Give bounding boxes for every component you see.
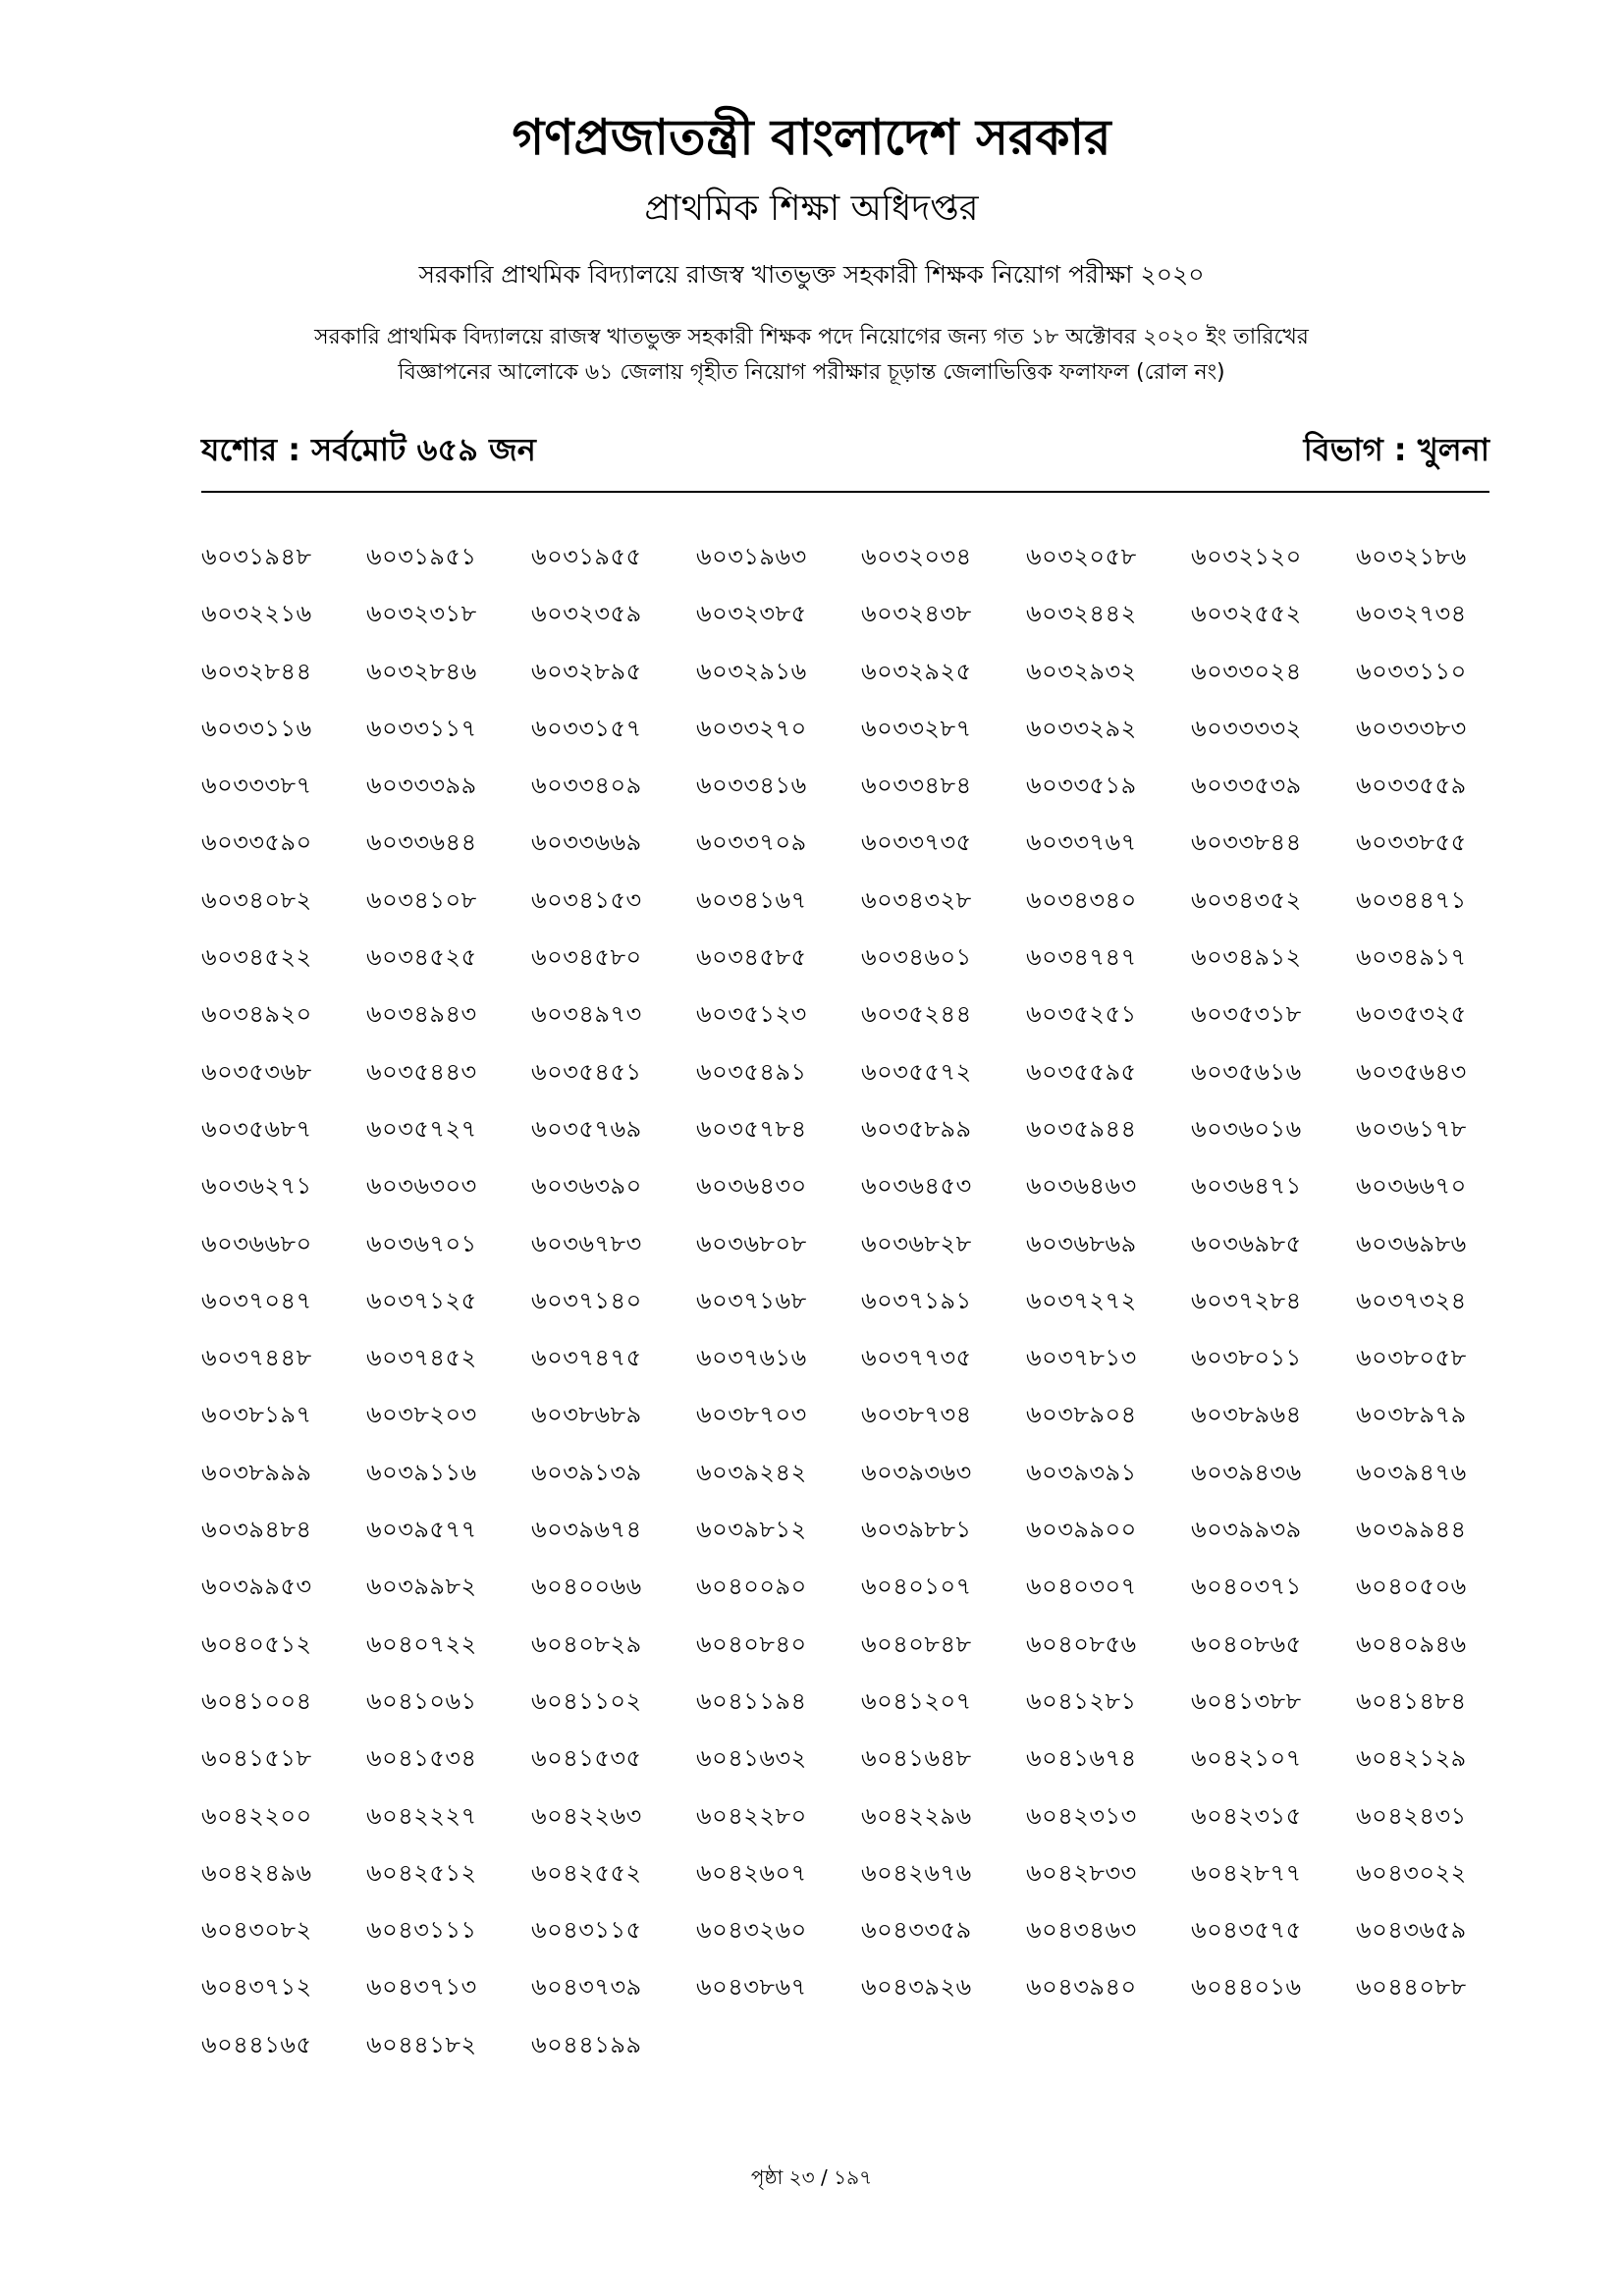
roll-number: ৬০৩৬৪৫৩ [861, 1172, 972, 1201]
roll-number: ৬০৪১০৬১ [366, 1686, 477, 1715]
roll-number: ৬০৪৩২৬০ [696, 1916, 807, 1945]
roll-number: ৬০৩৩৮৪৪ [1191, 828, 1302, 857]
roll-number: ৬০৩২৫৫২ [1191, 600, 1302, 628]
roll-number: ৬০৩৫২৪৪ [861, 1000, 972, 1029]
roll-number: ৬০৩৩৩৮৩ [1356, 714, 1467, 742]
roll-number: ৬০৩৯২৪২ [696, 1458, 807, 1486]
roll-number: ৬০৪১২৮১ [1026, 1686, 1137, 1715]
roll-number: ৬০৪৩১১৫ [531, 1916, 642, 1945]
roll-number: ৬০৪৩৩৫৯ [861, 1916, 972, 1945]
roll-number: ৬০৪২৬৭৬ [861, 1858, 972, 1887]
roll-number: ৬০৪২২৮০ [696, 1801, 807, 1830]
roll-number: ৬০৩৪০৮২ [201, 885, 312, 914]
roll-number: ৬০৩৩৩৯৯ [366, 772, 477, 800]
roll-number: ৬০৩৮০৫৮ [1356, 1344, 1467, 1372]
roll-number: ৬০৪০০৯০ [696, 1573, 807, 1601]
roll-number: ৬০৩৮৭৩৪ [861, 1401, 972, 1429]
roll-number: ৬০৪০৫০৬ [1356, 1573, 1467, 1601]
roll-number: ৬০৩৬৪৬৩ [1026, 1172, 1137, 1201]
roll-number: ৬০৩৫৫৯৫ [1026, 1057, 1137, 1086]
roll-number: ৬০৩৯৮১২ [696, 1516, 807, 1544]
roll-number: ৬০৪১৫৩৫ [531, 1744, 642, 1773]
roll-number: ৬০৩৩৫৩৯ [1191, 772, 1302, 800]
roll-number: ৬০৩২৪৩৮ [861, 600, 972, 628]
roll-number: ৬০৩৯৪৩৬ [1191, 1458, 1302, 1486]
roll-number: ৬০৪১৬৩২ [696, 1744, 807, 1773]
roll-number: ৬০৩৩৮৫৫ [1356, 828, 1467, 857]
roll-number: ৬০৩৬৬৭০ [1356, 1172, 1467, 1201]
roll-number: ৬০৪২১২৯ [1356, 1744, 1467, 1773]
roll-number: ৬০৩৫৭২৭ [366, 1114, 477, 1143]
roll-number: ৬০৩৯১৩৯ [531, 1458, 642, 1486]
roll-number: ৬০৩৫৯৪৪ [1026, 1114, 1137, 1143]
roll-number: ৬০৩২৮৯৫ [531, 657, 642, 685]
roll-number: ৬০৩৭০৪৭ [201, 1286, 312, 1314]
roll-number: ৬০৩৫৮৯৯ [861, 1114, 972, 1143]
document-title: গণপ্রজাতন্ত্রী বাংলাদেশ সরকার [512, 109, 1111, 166]
roll-number: ৬০৩৬৪৩০ [696, 1172, 807, 1201]
roll-number: ৬০৩২৩৮৫ [696, 600, 807, 628]
roll-number: ৬০৪২১০৭ [1191, 1744, 1302, 1773]
roll-number: ৬০৩৮৬৮৯ [531, 1401, 642, 1429]
roll-number: ৬০৩৭৪৫২ [366, 1344, 477, 1372]
roll-number: ৬০৩৭৩২৪ [1356, 1286, 1467, 1314]
roll-number: ৬০৩৯৩৬৩ [861, 1458, 972, 1486]
roll-number: ৬০৩২১২০ [1191, 543, 1302, 570]
roll-number: ৬০৩৫৪৯১ [696, 1057, 807, 1086]
roll-number: ৬০৩৬৩৯০ [531, 1172, 642, 1201]
roll-number: ৬০৩৬৯৮৬ [1356, 1229, 1467, 1257]
exam-name: সরকারি প্রাথমিক বিদ্যালয়ে রাজস্ব খাতভুক্ত সহকারী শিক্ষক নিয়োগ পরীক্ষা ২০২০ [418, 260, 1205, 289]
roll-number: ৬০৪৩৯৪০ [1026, 1973, 1137, 2002]
roll-number: ৬০৩৫১২৩ [696, 1000, 807, 1029]
roll-number: ৬০৪২৪৩১ [1356, 1801, 1467, 1830]
roll-number: ৬০৩৪৯২০ [201, 1000, 312, 1029]
roll-number: ৬০৩৯১১৬ [366, 1458, 477, 1486]
roll-number: ৬০৪৩৭১৩ [366, 1973, 477, 2002]
roll-number: ৬০৩৫৬১৬ [1191, 1057, 1302, 1086]
roll-number: ৬০৩৭৪৭৫ [531, 1344, 642, 1372]
roll-number: ৬০৪৪০৮৮ [1356, 1973, 1467, 2002]
roll-number: ৬০৪০৮৬৫ [1191, 1629, 1302, 1658]
roll-number: ৬০৪২৬০৭ [696, 1858, 807, 1887]
roll-number: ৬০৪২৪৯৬ [201, 1858, 312, 1887]
roll-number: ৬০৩৪৫২৫ [366, 943, 477, 972]
roll-number: ৬০৪৪১৯৯ [531, 2030, 642, 2058]
roll-number: ৬০৪০৫১২ [201, 1629, 312, 1658]
roll-number: ৬০৩৩৩৩২ [1191, 714, 1302, 742]
roll-number: ৬০৩৫৪৫১ [531, 1057, 642, 1086]
roll-number: ৬০৩৬৯৮৫ [1191, 1229, 1302, 1257]
header-divider [201, 491, 1489, 493]
roll-number: ৬০৩৮১৯৭ [201, 1401, 312, 1429]
roll-number: ৬০৪২৮৭৭ [1191, 1858, 1302, 1887]
roll-number: ৬০৩৩৪৮৪ [861, 772, 972, 800]
roll-number: ৬০৩৬২৭১ [201, 1172, 312, 1201]
roll-number: ৬০৩৪৪৭১ [1356, 885, 1467, 914]
roll-number: ৬০৩৪৫৮০ [531, 943, 642, 972]
roll-number: ৬০৩৭৭৩৫ [861, 1344, 972, 1372]
roll-number: ৬০৩২০৫৮ [1026, 543, 1137, 570]
roll-number: ৬০৪০৩৭১ [1191, 1573, 1302, 1601]
section-header [201, 426, 1489, 473]
roll-number: ৬০৩৮৯০৪ [1026, 1401, 1137, 1429]
roll-number: ৬০৩৪১৬৭ [696, 885, 807, 914]
roll-number: ৬০৩৩১৫৭ [531, 714, 642, 742]
division-label: বিভাগ : খুলনা [1303, 431, 1489, 468]
roll-number: ৬০৩২৯৩২ [1026, 657, 1137, 685]
roll-number: ৬০৪৩৫৭৫ [1191, 1916, 1302, 1945]
roll-number: ৬০৪১৫৩৪ [366, 1744, 477, 1773]
roll-number: ৬০৩৬৮৬৯ [1026, 1229, 1137, 1257]
roll-number: ৬০৪১৪৮৪ [1356, 1686, 1467, 1715]
roll-number: ৬০৩৭২৭২ [1026, 1286, 1137, 1314]
roll-number: ৬০৩৩১১৭ [366, 714, 477, 742]
roll-number: ৬০৩২৩৫৯ [531, 600, 642, 628]
roll-number: ৬০৩৬৮০৮ [696, 1229, 807, 1257]
roll-number: ৬০৩৯৫৭৭ [366, 1516, 477, 1544]
roll-number: ৬০৪১১৯৪ [696, 1686, 807, 1715]
roll-number: ৬০৪৩১১১ [366, 1916, 477, 1945]
roll-number: ৬০৩৮৯৬৪ [1191, 1401, 1302, 1429]
note-line-1: সরকারি প্রাথমিক বিদ্যালয়ে রাজস্ব খাতভুক্ত সহকারী শিক্ষক পদে নিয়োগের জন্য গত ১৮ অক্টোবর ২০২০ ইং তারিখের [314, 325, 1309, 349]
roll-number: ৬০৩৬৮২৮ [861, 1229, 972, 1257]
roll-number: ৬০৪৩০২২ [1356, 1858, 1467, 1887]
roll-number: ৬০৩৫৫৭২ [861, 1057, 972, 1086]
roll-number: ৬০৪২৩১৩ [1026, 1801, 1137, 1830]
roll-number: ৬০৪৩৪৬৩ [1026, 1916, 1137, 1945]
roll-number: ৬০৩৯৪৭৬ [1356, 1458, 1467, 1486]
roll-number: ৬০৪৩৭১২ [201, 1973, 312, 2002]
roll-number: ৬০৩৯৯০০ [1026, 1516, 1137, 1544]
roll-number: ৬০৩৭১৪০ [531, 1286, 642, 1314]
roll-number: ৬০৩৫৩৬৮ [201, 1057, 312, 1086]
roll-number: ৬০৩৩৬৬৯ [531, 828, 642, 857]
roll-number: ৬০৩৫৩২৫ [1356, 1000, 1467, 1029]
roll-number: ৬০৩২৩১৮ [366, 600, 477, 628]
roll-number: ৬০৩৫৩১৮ [1191, 1000, 1302, 1029]
roll-number: ৬০৩৮৯৯৯ [201, 1458, 312, 1486]
roll-number: ৬০৩৫২৫১ [1026, 1000, 1137, 1029]
roll-number: ৬০৩৩২৮৭ [861, 714, 972, 742]
roll-number: ৬০৩৬০১৬ [1191, 1114, 1302, 1143]
roll-number: ৬০৪৩০৮২ [201, 1916, 312, 1945]
roll-number: ৬০৪২৫১২ [366, 1858, 477, 1887]
roll-number: ৬০৩৫৬৪৩ [1356, 1057, 1467, 1086]
roll-number: ৬০৪২৩১৫ [1191, 1801, 1302, 1830]
roll-number: ৬০৩১৯৬৩ [696, 543, 807, 570]
roll-number: ৬০৪১২০৭ [861, 1686, 972, 1715]
roll-number: ৬০৩২৯১৬ [696, 657, 807, 685]
roll-number: ৬০৪১০০৪ [201, 1686, 312, 1715]
roll-number: ৬০৩৯৯৩৯ [1191, 1516, 1302, 1544]
roll-number: ৬০৩৮৭০৩ [696, 1401, 807, 1429]
roll-number: ৬০৩৩৩৮৭ [201, 772, 312, 800]
roll-number: ৬০৩৭১২৫ [366, 1286, 477, 1314]
roll-number: ৬০৪৩৬৫৯ [1356, 1916, 1467, 1945]
roll-number: ৬০৪০০৬৬ [531, 1573, 642, 1601]
roll-number: ৬০৪১৫১৮ [201, 1744, 312, 1773]
roll-number: ৬০৪২২২৭ [366, 1801, 477, 1830]
roll-number: ৬০৪০৮৪০ [696, 1629, 807, 1658]
roll-number: ৬০৩৪৩৪০ [1026, 885, 1137, 914]
roll-number: ৬০৩৩১১০ [1356, 657, 1467, 685]
roll-number: ৬০৩৬৬৮০ [201, 1229, 312, 1257]
roll-number: ৬০৩৯৮৮১ [861, 1516, 972, 1544]
roll-number: ৬০৩৯৯৮২ [366, 1573, 477, 1601]
roll-number: ৬০৩৩১১৬ [201, 714, 312, 742]
roll-number: ৬০৪০৮২৯ [531, 1629, 642, 1658]
roll-number: ৬০৪১৩৮৮ [1191, 1686, 1302, 1715]
roll-number: ৬০৩৩৫৫৯ [1356, 772, 1467, 800]
page-number: পৃষ্ঠা ২৩ / ১৯৭ [750, 2165, 873, 2189]
roll-number: ৬০৪২২৯৬ [861, 1801, 972, 1830]
roll-number: ৬০৩২১৮৬ [1356, 543, 1467, 570]
roll-number: ৬০৩৪৩২৮ [861, 885, 972, 914]
roll-number: ৬০৩৪১০৮ [366, 885, 477, 914]
roll-number: ৬০৩৩৫১৯ [1026, 772, 1137, 800]
roll-number: ৬০৩৬৪৭১ [1191, 1172, 1302, 1201]
roll-number: ৬০৩৯৬৭৪ [531, 1516, 642, 1544]
roll-number: ৬০৩৪৭৪৭ [1026, 943, 1137, 972]
roll-number: ৬০৪২২০০ [201, 1801, 312, 1830]
roll-number: ৬০৩৫৪৪৩ [366, 1057, 477, 1086]
roll-number: ৬০৩৩৭৩৫ [861, 828, 972, 857]
roll-number: ৬০৪৩৭৩৯ [531, 1973, 642, 2002]
department-name: প্রাথমিক শিক্ষা অধিদপ্তর [644, 188, 979, 229]
roll-number: ৬০৪১৬৪৮ [861, 1744, 972, 1773]
roll-number: ৬০৩৪৯৪৩ [366, 1000, 477, 1029]
roll-number: ৬০৩৩০২৪ [1191, 657, 1302, 685]
roll-number: ৬০৩৩৪১৬ [696, 772, 807, 800]
roll-number: ৬০৪০৭২২ [366, 1629, 477, 1658]
roll-number: ৬০৩১৯৪৮ [201, 543, 312, 570]
roll-number: ৬০৩৪৫২২ [201, 943, 312, 972]
roll-number: ৬০৩৭৬১৬ [696, 1344, 807, 1372]
roll-number: ৬০৪৩৯২৬ [861, 1973, 972, 2002]
roll-number: ৬০৩৫৭৬৯ [531, 1114, 642, 1143]
roll-number: ৬০৩৬৭৮৩ [531, 1229, 642, 1257]
roll-number: ৬০৩৪৩৫২ [1191, 885, 1302, 914]
roll-number: ৬০৩২৪৪২ [1026, 600, 1137, 628]
roll-number: ৬০৩৪৯১৭ [1356, 943, 1467, 972]
roll-number: ৬০৪০৮৪৮ [861, 1629, 972, 1658]
roll-number: ৬০৪০৮৫৬ [1026, 1629, 1137, 1658]
roll-number: ৬০৪১৬৭৪ [1026, 1744, 1137, 1773]
roll-number: ৬০৩৬৩০৩ [366, 1172, 477, 1201]
roll-number: ৬০৪৪১৮২ [366, 2030, 477, 2058]
roll-number: ৬০৩৩৪০৯ [531, 772, 642, 800]
roll-number: ৬০৩১৯৫৫ [531, 543, 642, 570]
roll-number: ৬০৩৩৬৪৪ [366, 828, 477, 857]
roll-number: ৬০৩২২১৬ [201, 600, 312, 628]
roll-number: ৬০৩৪৯১২ [1191, 943, 1302, 972]
roll-number: ৬০৩৪৫৮৫ [696, 943, 807, 972]
roll-number: ৬০৩৭২৮৪ [1191, 1286, 1302, 1314]
note-line-2: বিজ্ঞাপনের আলোকে ৬১ জেলায় গৃহীত নিয়োগ পরীক্ষার চূড়ান্ত জেলাভিত্তিক ফলাফল (রোল নং) [398, 360, 1225, 385]
roll-number: ৬০৩১৯৫১ [366, 543, 477, 570]
roll-number: ৬০৩৭১৬৮ [696, 1286, 807, 1314]
roll-number: ৬০৪০৯৪৬ [1356, 1629, 1467, 1658]
roll-number: ৬০৩৮৯৭৯ [1356, 1401, 1467, 1429]
roll-number: ৬০৩২০৩৪ [861, 543, 972, 570]
roll-number: ৬০৪২৮৩৩ [1026, 1858, 1137, 1887]
roll-number: ৬০৩৯৩৯১ [1026, 1458, 1137, 1486]
roll-number: ৬০৩৪৬০১ [861, 943, 972, 972]
roll-number: ৬০৪১১০২ [531, 1686, 642, 1715]
roll-number: ৬০৪৩৮৬৭ [696, 1973, 807, 2002]
roll-number: ৬০৩২৭৩৪ [1356, 600, 1467, 628]
roll-number: ৬০৩৩২৭০ [696, 714, 807, 742]
roll-number: ৬০৩৪৯৭৩ [531, 1000, 642, 1029]
roll-number: ৬০৩৮০১১ [1191, 1344, 1302, 1372]
roll-number: ৬০৩৫৬৮৭ [201, 1114, 312, 1143]
roll-number: ৬০৩৭৪৪৮ [201, 1344, 312, 1372]
roll-number: ৬০৩৬৭০১ [366, 1229, 477, 1257]
roll-number: ৬০৩৯৪৮৪ [201, 1516, 312, 1544]
roll-number: ৬০৩৬১৭৮ [1356, 1114, 1467, 1143]
roll-number: ৬০৪০১০৭ [861, 1573, 972, 1601]
roll-number: ৬০৩৩২৯২ [1026, 714, 1137, 742]
roll-number: ৬০৩২৮৪৬ [366, 657, 477, 685]
roll-number: ৬০৩৭১৯১ [861, 1286, 972, 1314]
roll-number: ৬০৩৯৯৪৪ [1356, 1516, 1467, 1544]
roll-number: ৬০৩৩৫৯০ [201, 828, 312, 857]
roll-number: ৬০৪০৩০৭ [1026, 1573, 1137, 1601]
roll-number: ৬০৩৯৯৫৩ [201, 1573, 312, 1601]
roll-number: ৬০৩৩৭০৯ [696, 828, 807, 857]
roll-number: ৬০৪৪০১৬ [1191, 1973, 1302, 2002]
roll-number: ৬০৪৪১৬৫ [201, 2030, 312, 2058]
roll-number-grid [201, 528, 1517, 2073]
roll-number: ৬০৪২২৬৩ [531, 1801, 642, 1830]
roll-number: ৬০৩৫৭৮৪ [696, 1114, 807, 1143]
roll-number: ৬০৩৮২০৩ [366, 1401, 477, 1429]
roll-number: ৬০৩৪১৫৩ [531, 885, 642, 914]
roll-number: ৬০৪২৫৫২ [531, 1858, 642, 1887]
district-label: যশোর : সর্বমোট ৬৫৯ জন [201, 431, 536, 468]
roll-number: ৬০৩৩৭৬৭ [1026, 828, 1137, 857]
roll-number: ৬০৩২৮৪৪ [201, 657, 312, 685]
roll-number: ৬০৩২৯২৫ [861, 657, 972, 685]
roll-number: ৬০৩৭৮১৩ [1026, 1344, 1137, 1372]
